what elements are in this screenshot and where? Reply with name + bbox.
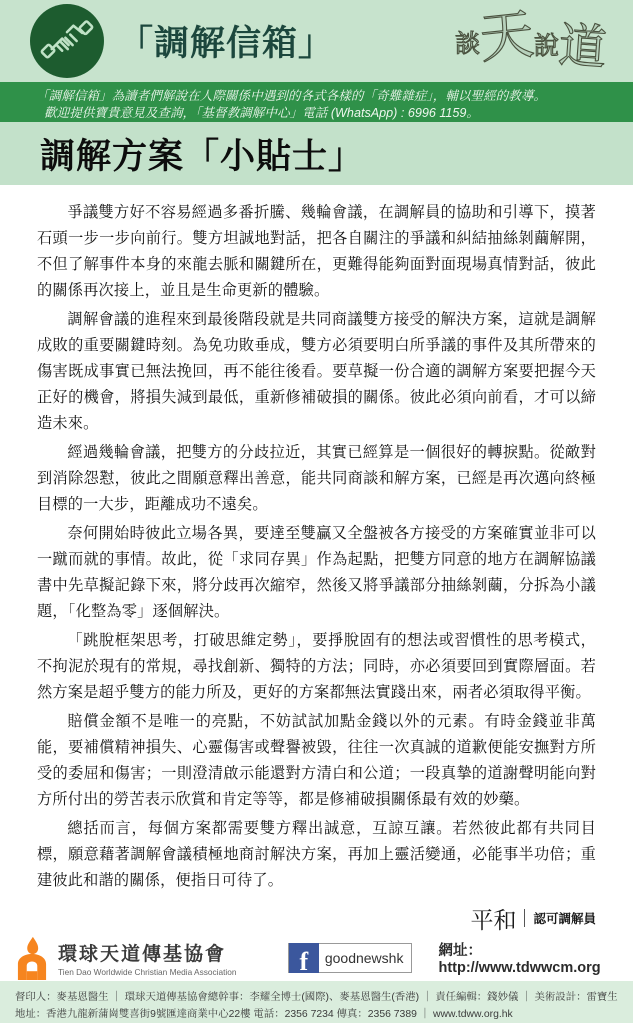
article-title: 調解方案「小貼士」: [40, 136, 365, 176]
org-names: [58, 939, 236, 977]
author-name: 平和: [470, 906, 517, 933]
banner-line-1: 「調解信箱」為讀者們解說在人際關係中遇到的各式各樣的「奇難雜症」，輔以聖經的教導。: [36, 89, 547, 104]
article-title-band: [0, 122, 633, 184]
mailbox-logo: [30, 4, 104, 78]
banner-line-2: 歡迎提供寶貴意見及查詢，「基督教調解中心」電話 (WhatsApp) : 6996 1159。: [44, 106, 480, 121]
paragraph: 賠償金額不是唯一的亮點，不妨試試加點金錢以外的元素。有時金錢並非萬能，要補償精神損失、心靈傷害或聲譽被毀，往往一次真誠的道歉便能安撫對方所受的委屈和傷害；一則澄清啟示能還對方清白和公道；一段真摯的道謝聲明能向對方所付出的勞苦表示欣賞和肯定等等，都是修補破損關係最有效的妙藥。: [37, 712, 596, 808]
facebook-link[interactable]: [288, 943, 413, 976]
org-block: [14, 936, 288, 980]
article-body: [0, 185, 633, 935]
paragraph: 總括而言，每個方案都需要雙方釋出誠意，互諒互讓。若然彼此都有共同目標，願意藉著調解會議積極地商討解決方案，再加上靈活變通，必能事半功倍；重建彼此和諧的關係，便指日可待了。: [37, 819, 596, 889]
paragraph: 調解會議的進程來到最後階段就是共同商議雙方接受的解決方案，這就是調解成敗的重要關鍵時刻。為免功敗垂成，雙方必須要明白所爭議的事件及其所帶來的傷害既成事實已無法挽回，再不能往後看。要草擬一份合適的調解方案要把握今天正好的機會，將損失減到最低，重新修補破損的關係。彼此必須向前看，才可以締造未來。: [37, 310, 596, 432]
page-header: [0, 0, 633, 82]
paragraph: 「跳脫框架思考，打破思維定勢」，要掙脫固有的想法或習慣性的思考模式，不拘泥於現有的常規，尋找創新、獨特的方法；同時，亦必須要回到實際層面。若然方案是超乎雙方的能力所及，更好的方案都無法實踐出來，兩者必須取得平衡。: [37, 631, 596, 701]
page-footer: [0, 935, 633, 981]
org-name-chinese: 環球天道傳基協會: [58, 943, 227, 965]
facebook-page-name: goodnewshk: [324, 949, 404, 966]
website-link[interactable]: 網址：http://www.tdwwcm.org: [438, 943, 601, 977]
facebook-icon: f: [289, 943, 319, 973]
author-signature: [37, 902, 596, 935]
calligraphy-char: 天: [476, 2, 537, 71]
tiendao-candle-icon: [14, 936, 50, 980]
paragraph: 奈何開始時彼此立場各異，要達至雙贏又全盤被各方接受的方案確實並非可以一蹴而就的事情。故此，從「求同存異」作為起點，把雙方同意的地方在調解協議書中先草擬記錄下來，將分歧再次縮窄，然後又將爭議部分抽絲剝繭，分拆為小議題，「化整為零」逐個解決。: [37, 524, 596, 620]
column-title: 「調解信箱」: [118, 24, 335, 64]
credits-strip: [0, 981, 633, 1023]
author-role: 認可調解員: [533, 912, 596, 927]
calligraphy-char: 道: [556, 17, 609, 77]
calligraphy-char: 談: [454, 28, 480, 58]
credits-line-1: 督印人：麥基恩醫生 ｜ 環球天道傳基協會總幹事：李耀全博士(國際)、麥基恩醫生(香港) ｜ 責任編輯：錢妙儀 ｜ 美術設計：雷寶生: [15, 991, 618, 1003]
calligraphy-char: 說: [533, 30, 559, 60]
paragraph: 經過幾輪會議，把雙方的分歧拉近，其實已經算是一個很好的轉捩點。從敵對到消除怨懟，彼此之間願意釋出善意，能共同商談和解方案，已經是再次邁向終極目標的一大步，距離成功不遠矣。: [37, 443, 596, 513]
tan-tian-shuo-dao-logo: [454, 2, 609, 77]
org-name-english: Tien Dao Worldwide Christian Media Association: [58, 966, 237, 977]
column-description-banner: [0, 82, 633, 122]
credits-line-2: 地址：香港九龍新蒲崗雙喜街9號匯達商業中心22樓 電話：2356 7234 傳真：2356 7389 ｜ www.tdww.org.hk: [15, 1008, 513, 1020]
signature-divider: [524, 909, 525, 927]
handshake-icon: [38, 12, 96, 70]
paragraph: 爭議雙方好不容易經過多番折騰、幾輪會議，在調解員的協助和引導下，摸著石頭一步一步向前行。雙方坦誠地對話，把各自關注的爭議和糾結抽絲剝繭解開，不但了解事件本身的來龍去脈和關鍵所在，更難得能夠面對面現場真情對話，彼此的關係再次接上，並且是生命更新的體驗。: [37, 203, 596, 299]
